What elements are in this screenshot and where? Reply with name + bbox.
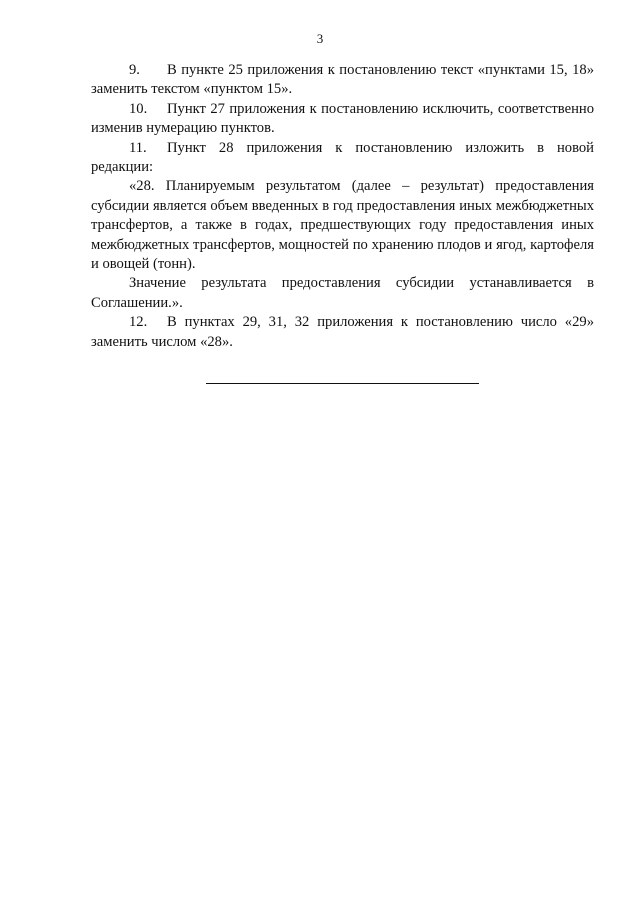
paragraph-text: Значение результата предоставления субсидии устанавливается в Соглашении.».	[91, 275, 594, 311]
paragraph-number: 9.	[129, 62, 140, 78]
paragraph-number: 10.	[129, 100, 148, 117]
paragraph-28-quote	[91, 177, 594, 274]
paragraph-text: В пунктах 29, 31, 32 приложения к постановлению число «29» заменить числом «28».	[91, 314, 594, 350]
document-body	[91, 61, 594, 352]
paragraph-12	[91, 313, 594, 352]
paragraph-9	[91, 61, 594, 100]
paragraph-number: 11.	[129, 139, 147, 156]
paragraph-11	[91, 139, 594, 178]
paragraph-text: Пункт 28 приложения к постановлению изложить в новой редакции:	[91, 139, 594, 176]
paragraph-10	[91, 100, 594, 139]
paragraph-text: В пункте 25 приложения к постановлению текст «пунктами 15, 18» заменить текстом «пунктом 15».	[91, 62, 594, 98]
paragraph-text: «28. Планируемым результатом (далее – результат) предоставления субсидии является объем введенных в год предоставления иных межбюджетных трансфертов, а также в годах, предшествующих году предоставления иных межбюджетных трансфертов, мощностей по хранению плодов и ягод, картофеля и овощей (тонн).	[91, 178, 594, 273]
page-number: 3	[316, 31, 324, 46]
end-separator-line	[206, 383, 479, 384]
paragraph-number: 12.	[129, 314, 148, 331]
paragraph-value-note	[91, 274, 594, 313]
paragraph-text: Пункт 27 приложения к постановлению исключить, соответственно изменив нумерацию пунктов.	[91, 100, 594, 137]
